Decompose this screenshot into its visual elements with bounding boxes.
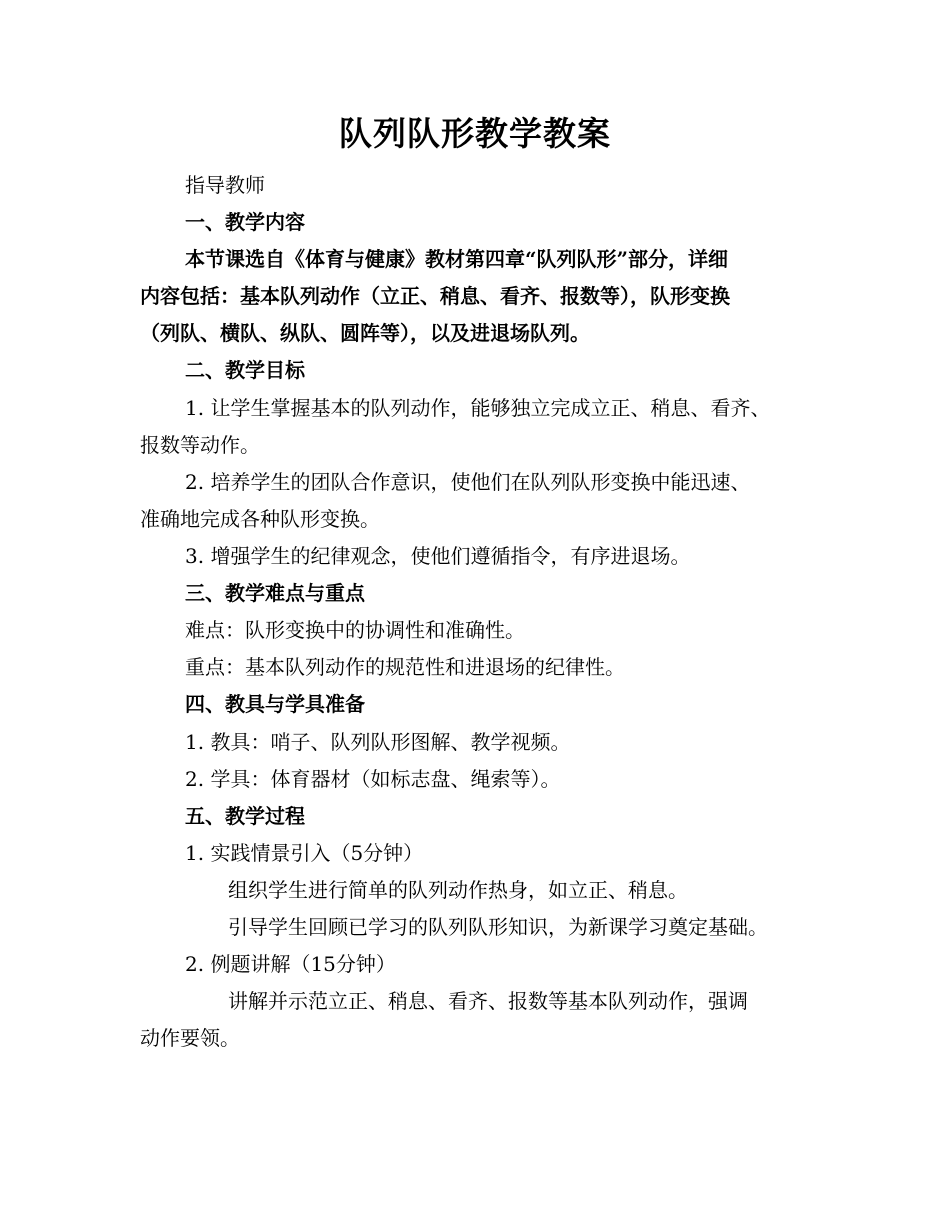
- process-step-2-title: 2. 例题讲解（15分钟）: [185, 952, 396, 976]
- objective-item-2-line: 准确地完成各种队形变换。: [140, 507, 380, 531]
- objective-item-1-line: 报数等动作。: [140, 433, 260, 457]
- teacher-label: 指导教师: [185, 173, 265, 197]
- difficulty-text: 难点：队形变换中的协调性和准确性。: [185, 618, 525, 642]
- process-step-2-line: 动作要领。: [140, 1026, 240, 1050]
- content-paragraph-line: （列队、横队、纵队、圆阵等），以及进退场队列。: [140, 321, 590, 345]
- objective-item-1-line: 1. 让学生掌握基本的队列动作，能够独立完成立正、稍息、看齐、: [185, 396, 771, 420]
- key-point-text: 重点：基本队列动作的规范性和进退场的纪律性。: [185, 655, 625, 679]
- section-heading-preparation: 四、教具与学具准备: [185, 692, 365, 716]
- section-heading-content: 一、教学内容: [185, 210, 305, 234]
- process-step-1-line: 组织学生进行简单的队列动作热身，如立正、稍息。: [228, 878, 688, 902]
- preparation-item-1: 1. 教具：哨子、队列队形图解、教学视频。: [185, 730, 571, 754]
- page-title: 队列队形教学教案: [339, 114, 611, 153]
- process-step-1-line: 引导学生回顾已学习的队列队形知识，为新课学习奠定基础。: [228, 915, 768, 939]
- objective-item-2-line: 2. 培养学生的团队合作意识，使他们在队列队形变换中能迅速、: [185, 470, 751, 494]
- objective-item-3: 3. 增强学生的纪律观念，使他们遵循指令，有序进退场。: [185, 544, 691, 568]
- section-heading-objectives: 二、教学目标: [185, 358, 305, 382]
- content-paragraph-line: 本节课选自《体育与健康》教材第四章“队列队形”部分，详细: [185, 247, 729, 271]
- preparation-item-2: 2. 学具：体育器材（如标志盘、绳索等）。: [185, 767, 561, 791]
- section-heading-process: 五、教学过程: [185, 804, 305, 828]
- section-heading-difficulties: 三、教学难点与重点: [185, 581, 365, 605]
- content-paragraph-line: 内容包括：基本队列动作（立正、稍息、看齐、报数等），队形变换: [140, 284, 730, 308]
- process-step-2-line: 讲解并示范立正、稍息、看齐、报数等基本队列动作，强调: [228, 989, 748, 1013]
- process-step-1-title: 1. 实践情景引入（5分钟）: [185, 841, 424, 865]
